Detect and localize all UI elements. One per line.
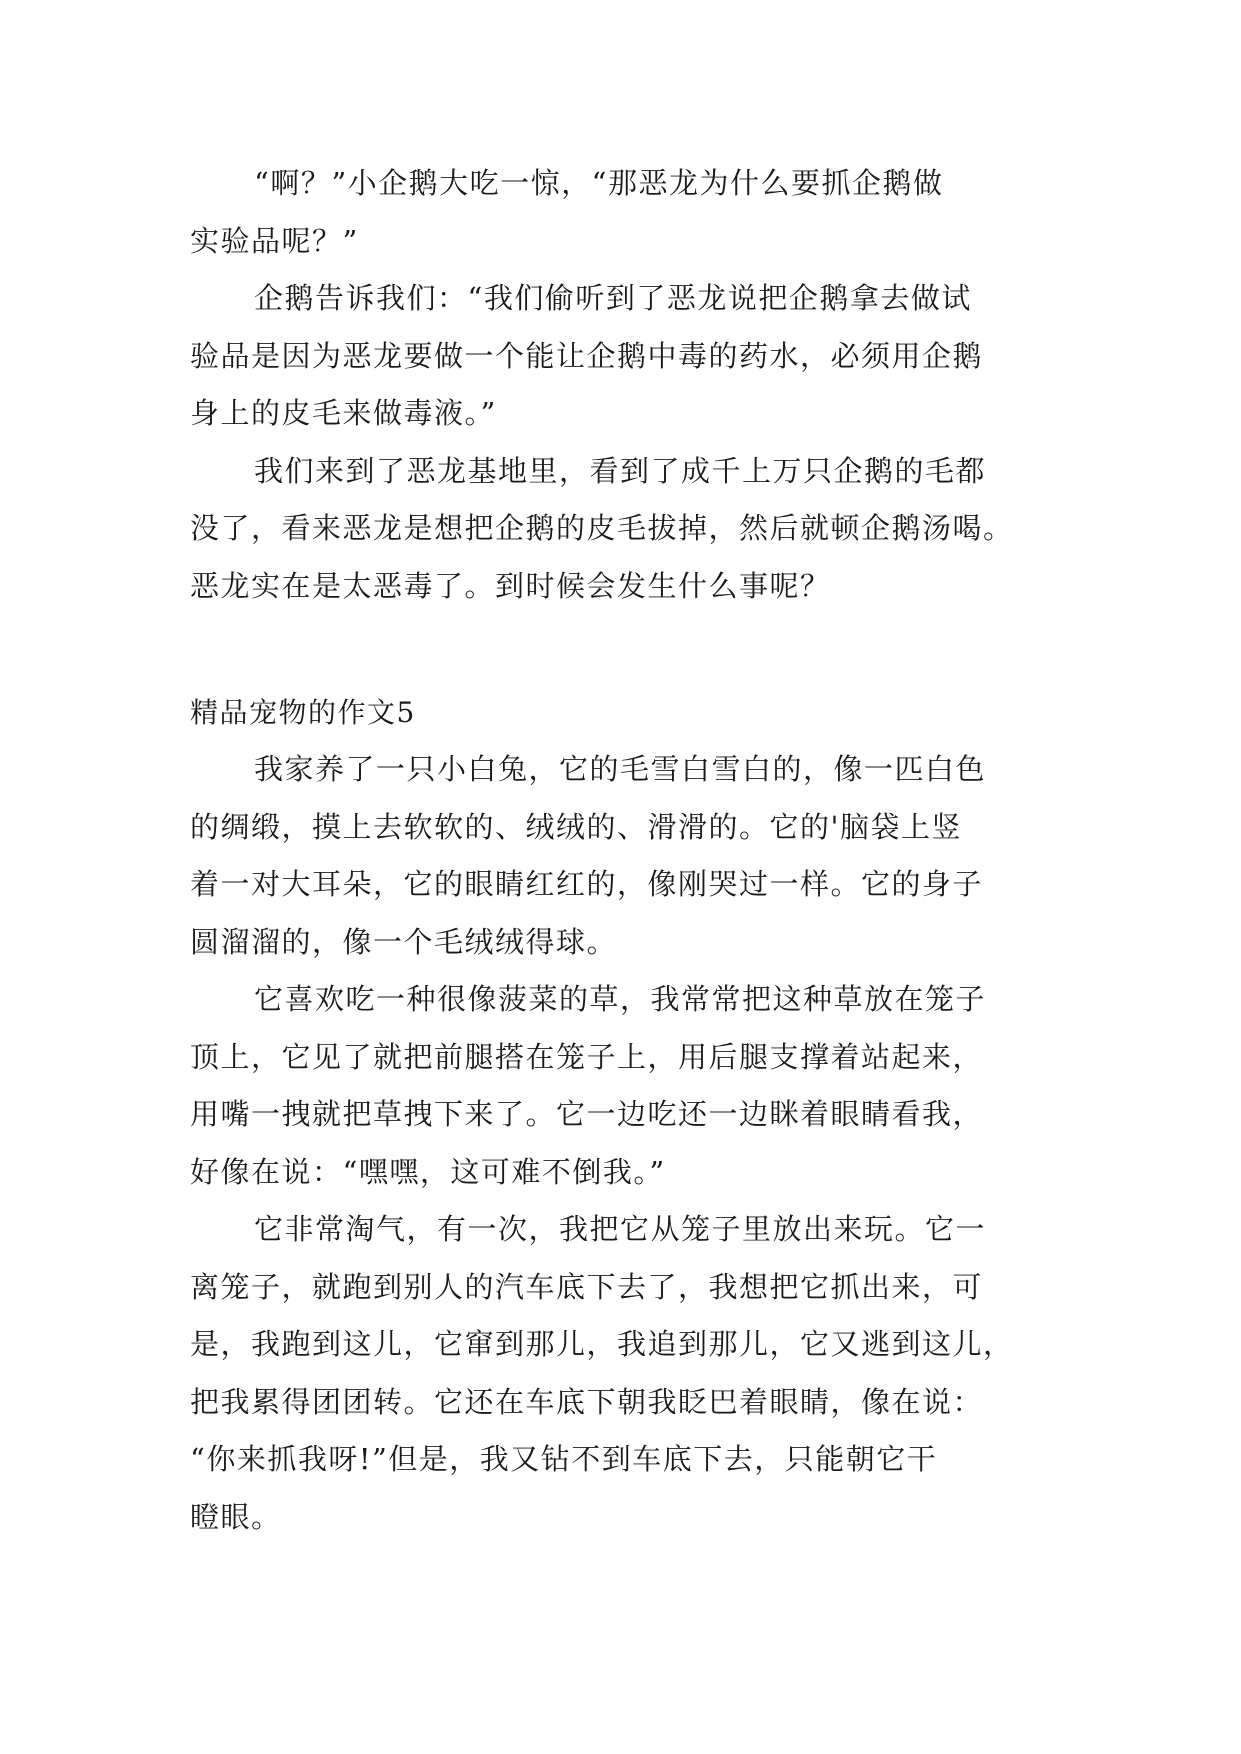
paragraph: [190, 443, 1070, 616]
text-line: 着一对大耳朵，它的眼睛红红的，像刚哭过一样。它的身子: [190, 867, 984, 901]
text-line: 用嘴一拽就把草拽下来了。它一边吃还一边眯着眼睛看我，: [190, 1097, 984, 1131]
text-line: 把我累得团团转。它还在车底下朝我眨巴着眼睛，像在说：: [190, 1384, 984, 1419]
text-line: 好像在说：“嘿嘿，这可难不倒我。”: [190, 1154, 666, 1189]
text-line: 身上的皮毛来做毒液。”: [190, 396, 497, 430]
text-line: 是，我跑到这儿，它窜到那儿，我追到那儿，它又逃到这儿，: [190, 1327, 1014, 1361]
text-line: 我家养了一只小白兔，它的毛雪白雪白的，像一匹白色: [254, 752, 987, 786]
text-line: 顶上，它见了就把前腿搭在笼子上，用后腿支撑着站起来，: [190, 1039, 984, 1074]
paragraph: [190, 741, 1070, 971]
text-line: “你来抓我呀!”但是，我又钻不到车底下去，只能朝它干: [190, 1442, 938, 1476]
text-line: 我们来到了恶龙基地里，看到了成千上万只企鹅的毛都: [254, 453, 987, 488]
section-2: [190, 741, 1070, 1546]
text-line: 它非常淘气，有一次，我把它从笼子里放出来玩。它一: [254, 1212, 987, 1246]
text-line: 恶龙实在是太恶毒了。到时候会发生什么事呢？: [190, 568, 831, 603]
section-1: [190, 155, 1070, 615]
paragraph: [190, 1201, 1070, 1546]
text-line: 验品是因为恶龙要做一个能让企鹅中毒的药水，必须用企鹅: [190, 338, 984, 373]
text-line: 实验品呢？”: [190, 223, 359, 258]
text-line: “啊？”小企鹅大吃一惊，“那恶龙为什么要抓企鹅做: [254, 166, 944, 200]
text-line: 没了，看来恶龙是想把企鹅的皮毛拔掉，然后就顿企鹅汤喝。: [190, 511, 1014, 545]
text-line: 它喜欢吃一种很像菠菜的草，我常常把这种草放在笼子: [254, 982, 987, 1016]
paragraph: [190, 270, 1070, 443]
text-line: 企鹅告诉我们：“我们偷听到了恶龙说把企鹅拿去做试: [254, 281, 972, 315]
text-line: 瞪眼。: [190, 1499, 282, 1534]
text-line: 圆溜溜的，像一个毛绒绒得球。: [190, 924, 618, 959]
text-line: 的绸缎，摸上去软软的、绒绒的、滑滑的。它的'脑袋上竖: [190, 809, 962, 844]
paragraph: [190, 971, 1070, 1201]
essay-heading: 精品宠物的作文5: [190, 696, 416, 729]
text-line: 离笼子，就跑到别人的汽车底下去了，我想把它抓出来，可: [190, 1269, 984, 1304]
paragraph: [190, 155, 1070, 270]
